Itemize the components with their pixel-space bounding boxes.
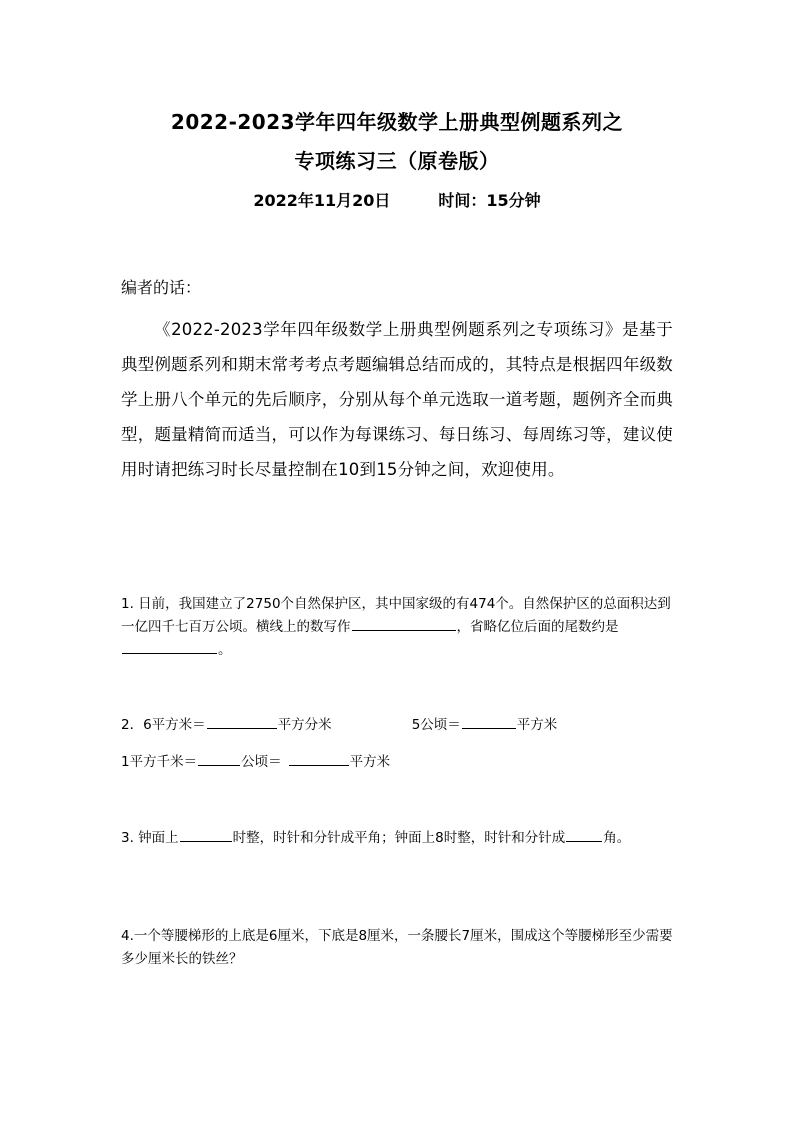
document-date: 2022年11月20日 [253, 191, 391, 210]
question-3 [121, 827, 677, 850]
answer-blank[interactable] [207, 714, 277, 729]
question-2-text-c: 5公顷＝ [411, 717, 461, 733]
document-title-line2: 专项练习三（原卷版） [294, 149, 500, 173]
question-3-text-b: 时整，时针和分针成平角；钟面上8时整，时针和分针成 [232, 830, 566, 846]
question-2-line-2 [121, 751, 721, 774]
answer-blank[interactable] [462, 714, 516, 729]
question-2-text-b: 平方分米 [277, 717, 332, 733]
question-1-text-c: 。 [218, 642, 232, 658]
question-1-text-b: ，省略亿位后面的尾数约是 [456, 619, 619, 635]
editor-note-text: 《2022-2023学年四年级数学上册典型例题系列之专项练习》是基于典型例题系列和期末常考考点考题编辑总结而成的，其特点是根据四年级数学上册八个单元的先后顺序，分别从每个单元选取一道考题，题例齐全而典型，题量精简而适当，可以作为每课练习、每日练习、每周练习等，建议使用时请把练习时长尽量控制在10到15分钟之间，欢迎使用。 [121, 320, 673, 479]
question-2-text-e: 1平方千米＝ [121, 754, 198, 770]
question-1 [121, 593, 677, 662]
question-2-line-1 [121, 714, 721, 737]
answer-blank[interactable] [289, 751, 349, 766]
answer-blank[interactable] [198, 751, 240, 766]
question-4: 4.一个等腰梯形的上底是6厘米，下底是8厘米，一条腰长7厘米，围成这个等腰梯形至少需要多少厘米长的铁丝？ [121, 928, 673, 967]
editor-note-label: 编者的话： [121, 278, 202, 297]
question-3-text-a: 3. 钟面上 [121, 830, 179, 846]
question-2-text-d: 平方米 [516, 717, 558, 733]
question-2-text-a: 2．6平方米＝ [121, 717, 206, 733]
document-time-limit: 时间：15分钟 [438, 191, 541, 210]
answer-blank[interactable] [566, 827, 602, 842]
question-2-text-g: 平方米 [349, 754, 391, 770]
document-meta [0, 188, 794, 211]
answer-blank[interactable] [352, 616, 456, 631]
question-2-text-f: 公顷＝ [241, 754, 282, 770]
answer-blank[interactable] [180, 827, 232, 842]
question-3-text-c: 角。 [603, 830, 631, 846]
question-1-text-a: 1. 日前，我国建立了2750个自然保护区，其中国家级的有474个。自然保护区的总面积达到一亿四千七百万公顷。横线上的数写作 [121, 596, 671, 635]
document-title-line1: 2022-2023学年四年级数学上册典型例题系列之 [170, 110, 624, 134]
answer-blank[interactable] [122, 639, 217, 654]
